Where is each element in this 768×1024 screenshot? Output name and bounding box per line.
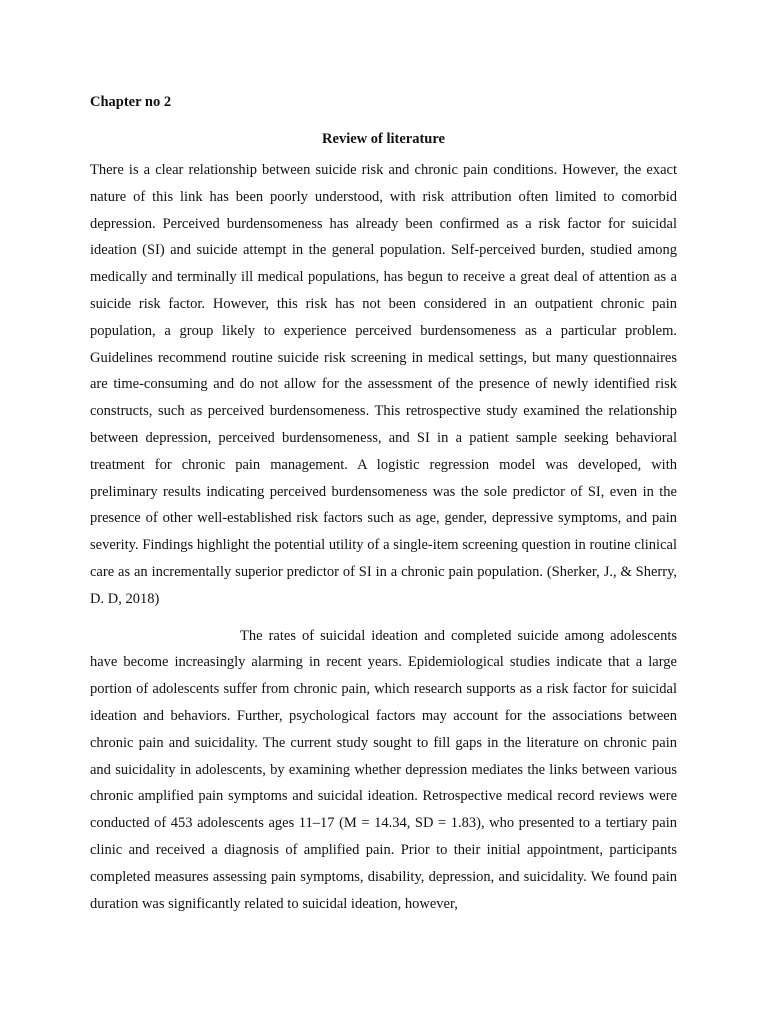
paragraph-2: The rates of suicidal ideation and completed suicide among adolescents have become increasingly alarming in recent years. Epidemiological studies indicate that a large portion of adolescents suffer from chronic pain, which research supports as a risk factor for suicidal ideation and behaviors. Further, psychological factors may account for the associations between chronic pain and suicidality. The current study sought to fill gaps in the literature on chronic pain and suicidality in adolescents, by examining whether depression mediates the links between various chronic amplified pain symptoms and suicidal ideation. Retrospective medical record reviews were conducted of 453 adolescents ages 11–17 (M = 14.34, SD = 1.83), who presented to a tertiary pain clinic and received a diagnosis of amplified pain. Prior to their initial appointment, participants completed measures assessing pain symptoms, disability, depression, and suicidality. We found pain duration was significantly related to suicidal ideation, however, (90, 627, 677, 912)
section-title: Review of literature (322, 131, 445, 147)
document-page (90, 92, 677, 917)
paragraph-1: There is a clear relationship between suicide risk and chronic pain conditions. However, the exact nature of this link has been poorly understood, with risk attribution often limited to comorbid depression. Perceived burdensomeness has already been confirmed as a risk factor for suicidal ideation (SI) and suicide attempt in the general population. Self-perceived burden, studied among medically and terminally ill medical populations, has begun to receive a great deal of attention as a suicide risk factor. However, this risk has not been considered in an outpatient chronic pain population, a group likely to experience perceived burdensomeness as a particular problem. Guidelines recommend routine suicide risk screening in medical settings, but many questionnaires are time-consuming and do not allow for the assessment of the presence of newly identified risk constructs, such as perceived burdensomeness. This retrospective study examined the relationship between depression, perceived burdensomeness, and SI in a patient sample seeking behavioral treatment for chronic pain management. A logistic regression model was developed, with preliminary results indicating perceived burdensomeness was the sole predictor of SI, even in the presence of other well-established risk factors such as age, gender, depressive symptoms, and pain severity. Findings highlight the potential utility of a single-item screening question in routine clinical care as an incrementally superior predictor of SI in a chronic pain population. (Sherker, J., & Sherry, D. D, 2018) (90, 162, 677, 607)
chapter-heading: Chapter no 2 (90, 94, 172, 110)
